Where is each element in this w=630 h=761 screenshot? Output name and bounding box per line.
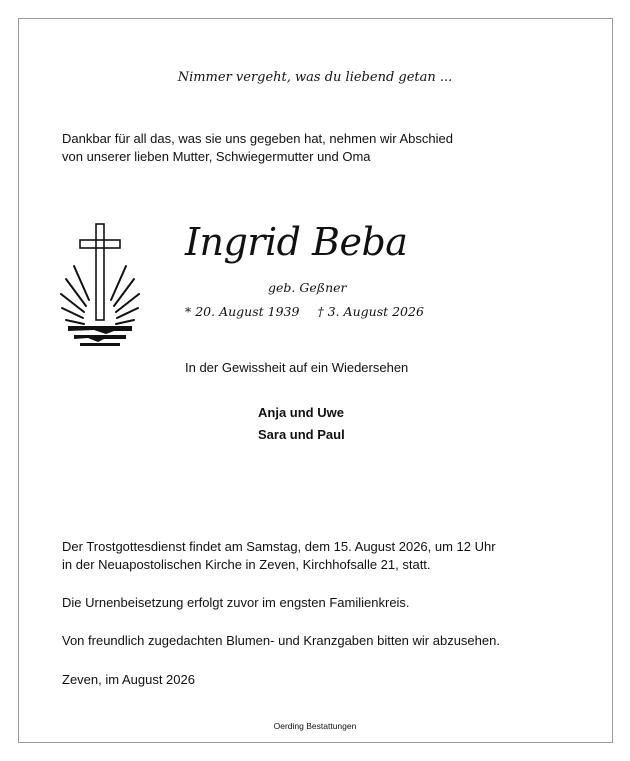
intro-line: von unserer lieben Mutter, Schwiegermutter und Oma	[62, 149, 371, 164]
service-line: in der Neuapostolischen Kirche in Zeven, Kirchhofsalle 21, statt.	[62, 557, 431, 572]
intro-text	[62, 130, 453, 166]
deceased-name: Ingrid Beba	[185, 220, 408, 264]
place-date: Zeven, im August 2026	[62, 672, 195, 687]
mourners-list	[258, 402, 345, 446]
undertaker-name: Oerding Bestattungen	[273, 721, 357, 731]
flowers-note: Von freundlich zugedachten Blumen- und Kranzgaben bitten wir abzusehen.	[62, 633, 500, 648]
motto: Nimmer vergeht, was du liebend getan ...	[177, 70, 453, 85]
hope-line: In der Gewissheit auf ein Wiedersehen	[185, 360, 409, 375]
birth-date: * 20. August 1939	[185, 304, 300, 319]
life-dates	[185, 304, 424, 319]
mourner-entry: Anja und Uwe	[258, 405, 344, 420]
maiden-name: geb. Geßner	[268, 280, 347, 295]
cross-sunrise-icon	[60, 222, 140, 348]
service-info	[62, 538, 496, 574]
death-date: † 3. August 2026	[317, 304, 424, 319]
urn-burial-info: Die Urnenbeisetzung erfolgt zuvor im engsten Familienkreis.	[62, 595, 410, 610]
mourner-entry: Sara und Paul	[258, 427, 345, 442]
service-line: Der Trostgottesdienst findet am Samstag, dem 15. August 2026, um 12 Uhr	[62, 539, 496, 554]
intro-line: Dankbar für all das, was sie uns gegeben hat, nehmen wir Abschied	[62, 131, 453, 146]
